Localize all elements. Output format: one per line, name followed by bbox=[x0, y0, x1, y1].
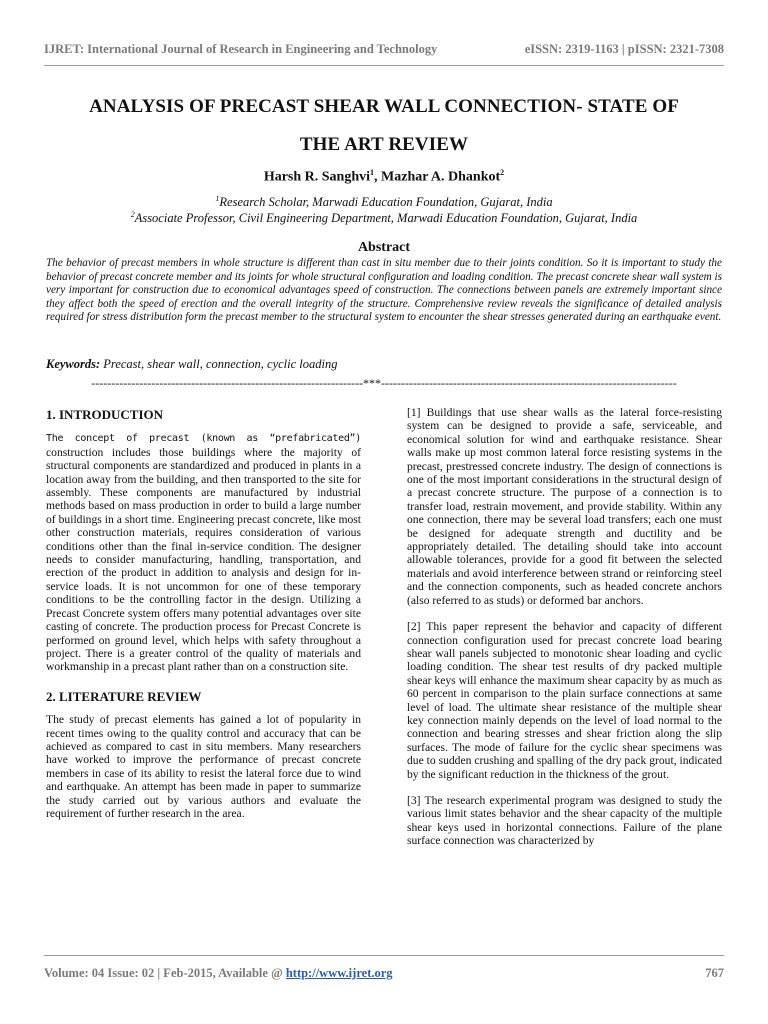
intro-body: construction includes those buildings where the majority of structural components are standardized and produced in plants in a location away from the building, and then transported to the site for assembly. These components are manufactured by industrial methods based on mass production in order to build a large number of buildings in a short time. Engineering precast concrete, like most other construction materials, requires consideration of various conditions other than the final in-service condition. The designer needs to consider manufacturing, handling, transportation, and erection of the product in addition to analysis and design for in-service loads. It is not uncommon for one of these temporary conditions to be the controlling factor in the design. Utilizing a Precast Concrete system offers many potential advantages over site casting of concrete. The production process for Precast Concrete is performed on ground level, which helps with safety throughout a project. There is a greater control of the quality of materials and workmanship in a precast plant rather than on a construction site. bbox=[46, 445, 361, 674]
journal-name: IJRET: International Journal of Research in Engineering and Technology bbox=[44, 42, 438, 56]
page-number: 767 bbox=[705, 966, 724, 980]
paper-title bbox=[40, 88, 728, 164]
keywords-label: Keywords: bbox=[46, 357, 101, 371]
author-1-sup: 1 bbox=[370, 168, 375, 177]
affiliation-1-text: Research Scholar, Marwadi Education Foundation, Gujarat, India bbox=[219, 195, 553, 210]
volume-info: Volume: 04 Issue: 02 | Feb-2015, Available @ bbox=[44, 966, 286, 980]
reference-3-paragraph: [3] The research experimental program was designed to study the various limit states behavior and the shear capacity of the multiple shear keys used in horizontal connections. Failure of the plane surface connection was characterized by bbox=[407, 793, 722, 848]
title-line-2: THE ART REVIEW bbox=[299, 134, 469, 155]
header-rule bbox=[44, 65, 724, 66]
abstract-heading: Abstract bbox=[357, 240, 411, 255]
journal-link[interactable]: http://www.ijret.org bbox=[285, 966, 393, 980]
literature-heading: 2. LITERATURE REVIEW bbox=[46, 688, 202, 704]
abstract-text: The behavior of precast members in whole structure is different than cast in situ member due to their joints condition. So it is important to study the behavior of precast concrete member and its joints for whole structural configuration and loading condition. The precast concrete shear wall system is very important for construction due to economical advantages speed of construction. The connections between panels are extremely important since they affect both the speed of erection and the overall integrity of the structure. Comprehensive review reveals the significance of detailed analysis required for stress distribution form the precast member to the structural system to encounter the shear stresses generated during an earthquake event. bbox=[46, 257, 722, 324]
affiliation-1-sup: 1 bbox=[215, 194, 220, 203]
footer-rule bbox=[44, 955, 724, 956]
section-divider: --------------------------------------------------------------------***-------------------------------------------------------------------------- bbox=[91, 376, 677, 390]
issn-info: eISSN: 2319-1163 | pISSN: 2321-7308 bbox=[524, 42, 724, 56]
reference-1-paragraph: [1] Buildings that use shear walls as the lateral force-resisting system can be designed to provide a safe, serviceable, and economical solution for wind and earthquake resistance. Shear walls make up most common lateral force resisting systems in the precast, prestressed concrete industry. The design of connections is one of the most important considerations in the structural design of a precast concrete structure. The purpose of a connection is to transfer load, restrain movement, and provide stability. Within any one connection, there may be several load transfers; each one must be designed for adequate strength and ductility and be appropriately detailed. The detailing should take into account allowable tolerances, provide for a good fit between the selected materials and avoid interference between strand or reinforcing steel and the connection components, such as headed concrete anchors (also referred to as studs) or deformed bar anchors. bbox=[407, 406, 722, 607]
title-line-1: ANALYSIS OF PRECAST SHEAR WALL CONNECTION- STATE OF bbox=[89, 96, 679, 117]
right-column bbox=[407, 406, 722, 861]
affiliation-2-text: Associate Professor, Civil Engineering Department, Marwadi Education Foundation, Gujarat, India bbox=[134, 211, 638, 226]
affiliation-1 bbox=[40, 194, 728, 210]
keywords bbox=[46, 357, 338, 372]
reference-2-paragraph: [2] This paper represent the behavior and capacity of different connection configuration used for precast concrete load bearing shear wall panels subjected to monotonic shear loading and cyclic loading condition. The shear test results of dry packed multiple shear keys will enhance the maximum shear capacity by as much as 60 percent in comparison to the plain surface connections at same level of load. The ultimate shear resistance of the multiple shear key connection mainly depends on the level of load normal to the connection and bearing stresses and shear friction along the slip surfaces. The mode of failure for the cyclic shear specimens was due to sudden crushing and spalling of the dry pack grout, indicated by the significant reduction in the thickness of the grout. bbox=[407, 620, 722, 781]
author-2-sup: 2 bbox=[500, 168, 505, 177]
affiliation-2-sup: 2 bbox=[130, 210, 135, 219]
page-footer bbox=[44, 966, 724, 981]
left-column bbox=[46, 408, 361, 833]
author-1: Harsh R. Sanghvi bbox=[263, 169, 371, 185]
intro-paragraph bbox=[46, 431, 361, 673]
keywords-text: Precast, shear wall, connection, cyclic loading bbox=[100, 357, 338, 371]
literature-paragraph: The study of precast elements has gained a lot of popularity in recent times owing to the quality control and accuracy that can be achieved as compared to cast in situ members. Many researchers have worked to improve the performance of precast concrete members in case of its ability to resist the lateral force due to wind and earthquake. An attempt has been made in paper to summarize the study carried out by various authors and evaluate the requirement of further research in the area. bbox=[46, 713, 361, 820]
affiliation-2 bbox=[40, 210, 728, 226]
intro-first-line: The concept of precast (known as “prefabricated”) bbox=[46, 433, 361, 445]
running-header bbox=[44, 42, 724, 62]
author-2: Mazhar A. Dhankot bbox=[381, 169, 501, 185]
intro-heading: 1. INTRODUCTION bbox=[46, 407, 164, 422]
author-list bbox=[40, 168, 728, 186]
author-separator: , bbox=[374, 169, 382, 185]
